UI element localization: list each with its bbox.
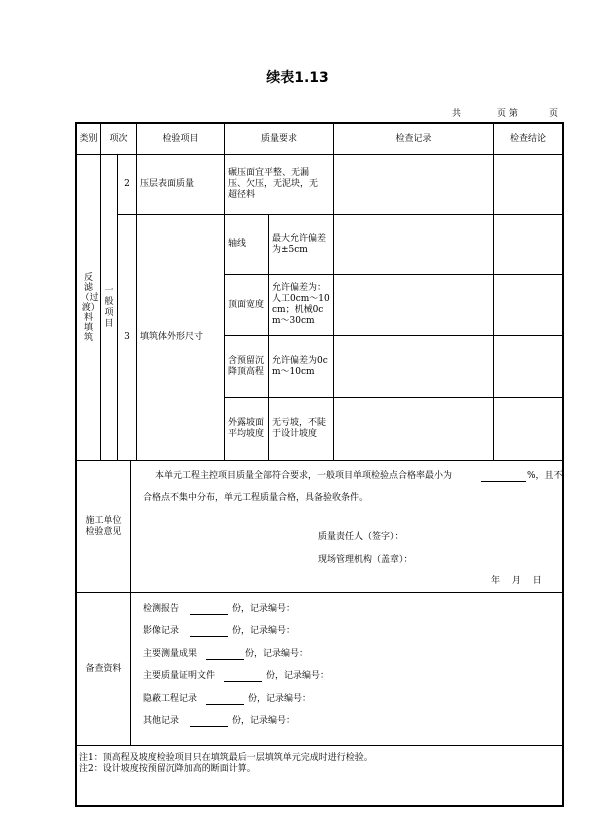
- category-label: 反滤（过渡）料填筑: [80, 272, 99, 343]
- row3-item: 填筑体外形尺寸: [140, 332, 204, 342]
- backup-item-suffix: 份，记录编号：: [248, 694, 312, 704]
- backup-count-field[interactable]: [190, 604, 228, 615]
- header-item-no: 项次: [109, 133, 128, 144]
- backup-count-field[interactable]: [190, 716, 228, 727]
- header-category: 类别: [79, 133, 98, 144]
- opinion-label: 施工单位检验意见: [85, 515, 122, 537]
- site-management-stamp[interactable]: 现场管理机构（盖章）：: [318, 555, 413, 565]
- backup-item-suffix: 份，记录编号：: [232, 604, 296, 614]
- sub3-requirement-text: 允许偏差为0cm～10cm: [272, 355, 328, 377]
- backup-item-name: 隐蔽工程记录: [143, 694, 198, 704]
- row2-item: 压层表面质量: [140, 179, 195, 189]
- backup-count-field[interactable]: [206, 649, 244, 660]
- opinion-label-cell: [77, 461, 130, 592]
- sub4-record[interactable]: [334, 398, 493, 460]
- sub1-record[interactable]: [334, 215, 493, 274]
- sub3-requirement: [269, 336, 333, 397]
- general-item-cell: [101, 155, 117, 460]
- sub1-requirement-text: 最大允许偏差为±5cm: [272, 233, 327, 255]
- row3-number: 3: [124, 332, 130, 342]
- note-1: 注1：顶高程及坡度检验项目只在填筑最后一层填筑单元完成时进行检验。: [79, 753, 373, 763]
- sub4-requirement: [269, 398, 333, 460]
- header-inspection-item: 检验项目: [162, 133, 199, 144]
- sub2-requirement-text: 允许偏差为：人工0cm～10cm；机械0cm～30cm: [272, 283, 330, 326]
- category-cell: [77, 155, 100, 460]
- opinion-line1-a: 本单元工程主控项目质量全部符合要求，一般项目单项检验点合格率最小为: [155, 471, 453, 481]
- page-end-label: 页: [549, 109, 559, 119]
- sub3-conclusion[interactable]: [494, 336, 562, 397]
- backup-count-field[interactable]: [224, 671, 262, 682]
- row2-conclusion[interactable]: [494, 155, 562, 214]
- note-2: 注2：设计坡度按预留沉降加高的断面计算。: [79, 764, 256, 774]
- backup-count-field[interactable]: [206, 694, 244, 705]
- backup-count-field[interactable]: [190, 626, 228, 637]
- page-title: 续表1.13: [266, 70, 329, 86]
- backup-item-suffix: 份，记录编号：: [266, 671, 330, 681]
- row2-number: 2: [124, 179, 130, 189]
- sub3-record[interactable]: [334, 336, 493, 397]
- sub1-requirement: [269, 215, 333, 274]
- sub3-name: [225, 336, 268, 397]
- backup-item-name: 主要测量成果: [143, 649, 198, 659]
- general-item-label: 一般项目: [104, 285, 114, 329]
- sub2-requirement: [269, 275, 333, 335]
- header-conclusion: 检查结论: [509, 133, 546, 144]
- backup-item-suffix: 份，记录编号：: [245, 649, 309, 659]
- row2-requirement-text: 碾压面宜平整、无漏压、欠压，无泥块，无超径料: [228, 168, 319, 200]
- sub4-conclusion[interactable]: [494, 398, 562, 460]
- backup-item-name: 影像记录: [143, 626, 180, 636]
- pass-rate-field[interactable]: [481, 471, 526, 482]
- sub4-requirement-text: 无亏坡，不陡于设计坡度: [272, 418, 327, 439]
- backup-item-name: 检测报告: [143, 604, 180, 614]
- backup-item-name: 主要质量证明文件: [143, 671, 216, 681]
- sub3-name-text: 含预留沉降顶高程: [228, 355, 265, 377]
- sub2-name: 顶面宽度: [228, 299, 265, 310]
- sub2-conclusion[interactable]: [494, 275, 562, 335]
- page-number-label: 页 第: [497, 109, 518, 119]
- backup-item-suffix: 份，记录编号：: [232, 626, 296, 636]
- opinion-line2: 合格点不集中分布，单元工程质量合格，具备验收条件。: [143, 493, 369, 503]
- opinion-date[interactable]: 年 月 日: [491, 576, 542, 586]
- backup-label: 备查资料: [85, 663, 122, 674]
- sub2-record[interactable]: [334, 275, 493, 335]
- backup-item-suffix: 份，记录编号：: [232, 716, 296, 726]
- backup-item-name: 其他记录: [143, 716, 180, 726]
- quality-person-signature[interactable]: 质量责任人（签字）：: [318, 532, 404, 542]
- header-inspection-record: 检查记录: [395, 133, 432, 144]
- sub4-name-text: 外露坡面平均坡度: [228, 418, 265, 439]
- header-quality-requirement: 质量要求: [260, 133, 297, 144]
- page-total-label: 共: [452, 109, 462, 119]
- opinion-line1-b: %，且不: [527, 471, 563, 481]
- row2-requirement: [225, 155, 333, 214]
- sub1-name: 轴线: [228, 239, 247, 249]
- sub1-conclusion[interactable]: [494, 215, 562, 274]
- sub4-name: [225, 398, 268, 460]
- row2-record[interactable]: [334, 155, 493, 214]
